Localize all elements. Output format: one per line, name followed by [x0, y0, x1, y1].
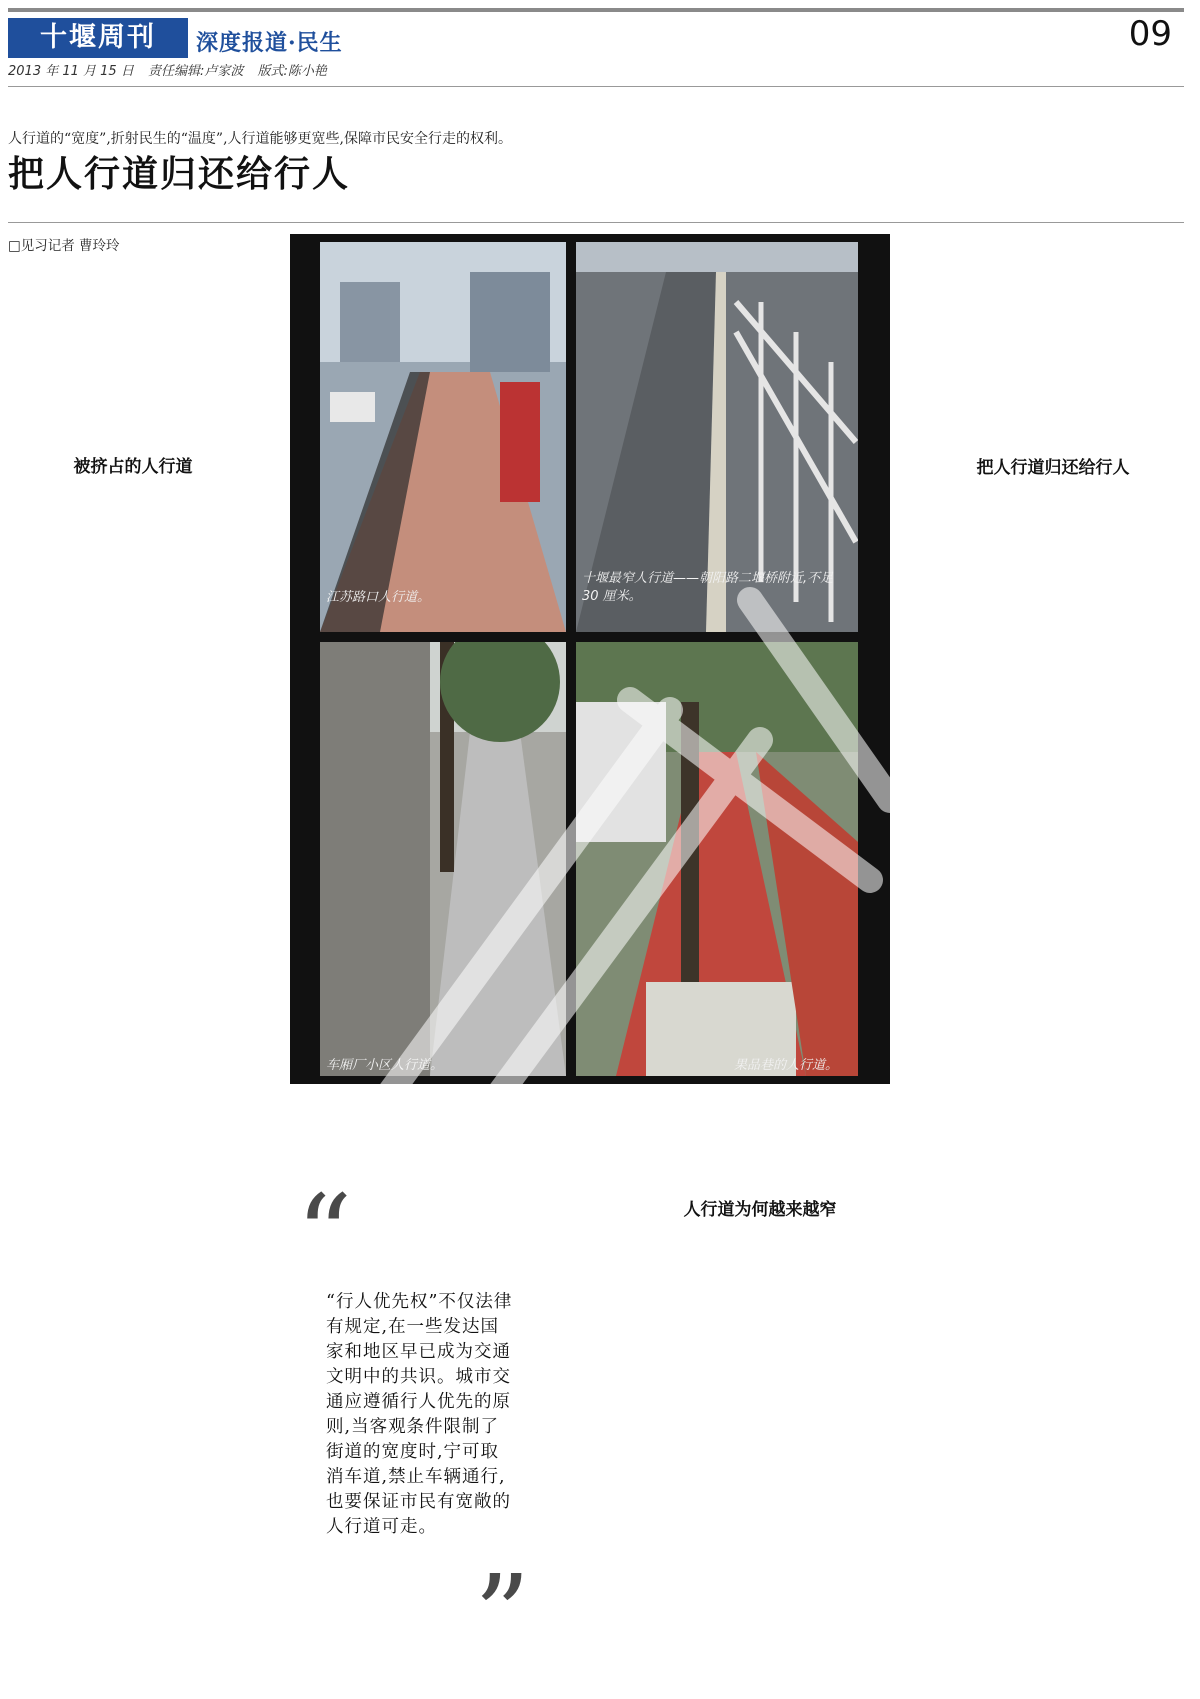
masthead-divider: [8, 86, 1184, 87]
top-rule: [8, 8, 1184, 12]
photo-caption-2: 十堰最窄人行道——朝阳路二堰桥附近,不足 30 厘米。: [582, 571, 834, 604]
page-number: 09: [1128, 14, 1172, 54]
photo-caption-3: 车厢厂小区人行道。: [326, 1058, 444, 1073]
article-headline: 把人行道归还给行人: [8, 153, 351, 195]
photo-grid: [290, 234, 890, 1084]
photo-jiangsu-road-image: [320, 242, 566, 632]
photo-guopin-lane: [576, 642, 858, 1076]
photo-chexiangchang-estate: [320, 642, 566, 1076]
headline-divider: [8, 222, 1184, 223]
subhead-squeezed-sidewalks: 被挤占的人行道: [73, 457, 193, 477]
article-kicker: 人行道的“宽度”,折射民生的“温度”,人行道能够更宽些,保障市民安全行走的权利。: [8, 131, 512, 147]
open-quote-mark: “: [296, 1171, 353, 1299]
article-byline: □见习记者 曹玲玲: [8, 238, 120, 254]
article-column-right: [928, 232, 1178, 1690]
issue-meta: [8, 60, 337, 79]
photo-caption-4: 果品巷的人行道。: [734, 1058, 839, 1073]
subhead-why-narrower: 人行道为何越来越窄: [683, 1200, 837, 1220]
close-quote-mark: ”: [474, 1551, 531, 1679]
photo-jiangsu-road: [320, 242, 566, 632]
section-title: 深度报道·民生: [196, 30, 343, 56]
photo-caption-1: 江苏路口人行道。: [326, 590, 431, 605]
subhead-return-sidewalks: 把人行道归还给行人: [976, 458, 1130, 478]
issue-date: 2013 年 11 月 15 日: [8, 64, 134, 79]
editor-credit: 责任编辑:卢家波: [147, 64, 244, 79]
photo-guopin-lane-image: [576, 642, 858, 1076]
publication-brand: 十堰周刊: [8, 18, 188, 58]
photo-chexiangchang-estate-image: [320, 642, 566, 1076]
pull-quote-text: “行人优先权”不仅法律有规定,在一些发达国家和地区早已成为交通文明中的共识。城市交通应遵循行人优先的原则,当客观条件限制了街道的宽度时,宁可取消车道,禁止车辆通行,也要保证市民有宽敞的人行道可走。: [326, 1292, 513, 1537]
layout-credit: 版式:陈小艳: [257, 64, 327, 79]
masthead: [0, 0, 1200, 92]
